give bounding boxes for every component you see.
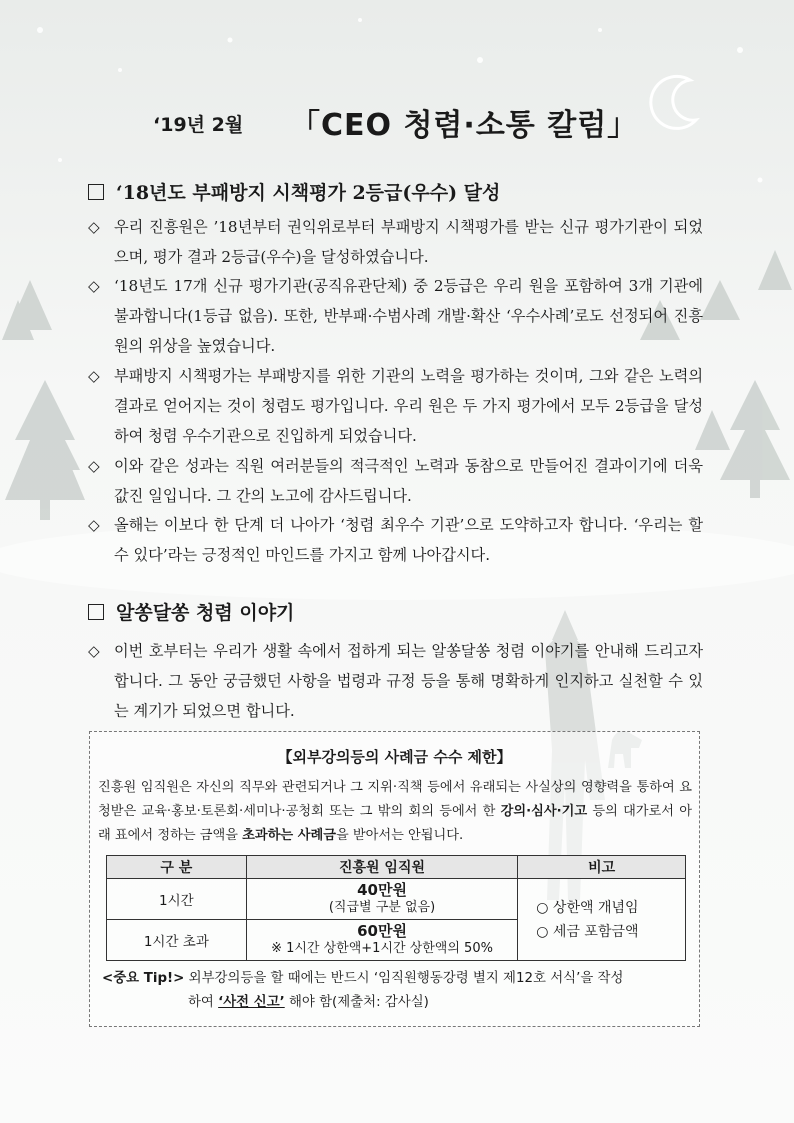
- paragraph-text: 이와 같은 성과는 직원 여러분들의 적극적인 노력과 동참으로 만들어진 결과이기에 더욱 값진 일입니다. 그 간의 노고에 감사드립니다.: [114, 457, 703, 505]
- section-heading-text: ‘18년도 부패방지 시책평가 2등급(우수) 달성: [116, 182, 501, 204]
- box-title: 【외부강의등의 사례금 수수 제한】: [277, 748, 512, 766]
- column-header: 비고: [518, 856, 686, 879]
- remark-cell: [518, 879, 686, 961]
- paragraph-text: 부패방지 시책평가는 부패방지를 위한 기관의 노력을 평가하는 것이며, 그와 같은 노력의 결과로 얻어지는 것이 청렴도 평가입니다. 우리 원은 두 가지 평가에서 모두 2등급을 달성하여 청렴 우수기관으로 진입하게 되었습니다.: [114, 367, 703, 445]
- diamond-bullet-icon: ◇: [88, 457, 100, 475]
- body-text: 진흥원 임직원은 자신의 직무와 관련되거나 그 지위·직책 등에서 유래되는 사실상의 영향력을 통하여 요청받은 교육·홍보·토론회·세미나·공청회 또는 그 밖의 회의 등에서 한: [98, 780, 692, 819]
- amount-cell: [246, 879, 518, 920]
- section-heading-integrity-story: [88, 598, 294, 625]
- page-title: 「CEO 청렴·소통 칼럼」: [290, 108, 639, 143]
- row-label: 1시간: [107, 879, 247, 920]
- honorarium-limit-box: [89, 731, 700, 1027]
- diamond-bullet-icon: ◇: [88, 277, 100, 295]
- table-header-row: [107, 856, 686, 879]
- paragraph-text: 우리 진흥원은 ’18년부터 권익위로부터 부패방지 시책평가를 받는 신규 평가기관이 되었으며, 평가 결과 2등급(우수)을 달성하였습니다.: [114, 218, 703, 266]
- section-heading-text: 알쏭달쏭 청렴 이야기: [116, 602, 295, 624]
- amount-value: 60만원: [357, 922, 407, 940]
- paragraph: [88, 636, 703, 726]
- paragraph: [88, 510, 703, 570]
- tip-text: 하여: [188, 995, 219, 1010]
- body-emphasis: 초과하는 사례금: [242, 828, 336, 843]
- row-label: 1시간 초과: [107, 920, 247, 961]
- amount-cell: [246, 920, 518, 961]
- paragraph: [88, 451, 703, 511]
- remark-item: ○ 세금 포함금액: [536, 923, 639, 940]
- paragraph-text: 이번 호부터는 우리가 생활 속에서 접하게 되는 알쏭달쏭 청렴 이야기를 안내해 드리고자 합니다. 그 동안 궁금했던 사항을 법령과 규정 등을 통해 명확하게 인지하고 실천할 수 있는 계기가 되었으면 합니다.: [114, 642, 703, 720]
- diamond-bullet-icon: ◇: [88, 642, 100, 660]
- remark-item: ○ 상한액 개념임: [536, 899, 639, 916]
- column-header: 진흥원 임직원: [246, 856, 518, 879]
- important-tip: [102, 967, 692, 1015]
- diamond-bullet-icon: ◇: [88, 367, 100, 385]
- paragraph-text: 올해는 이보다 한 단계 더 나아가 ‘청렴 최우수 기관’으로 도약하고자 합니다. ‘우리는 할 수 있다’라는 긍정적인 마인드를 가지고 함께 나아갑시다.: [114, 516, 703, 564]
- page-header: [0, 100, 794, 150]
- body-text: 등의 대가로서 아래 표에서 정하는 금액을: [98, 804, 692, 843]
- section-heading-policy-evaluation: [88, 178, 500, 205]
- amount-note: (직급별 구분 없음): [328, 900, 436, 915]
- tip-text-line2: [102, 991, 692, 1015]
- body-emphasis: 강의·심사·기고: [500, 804, 588, 819]
- column-header: 구 분: [107, 856, 247, 879]
- issue-date: ‘19년 2월: [153, 114, 244, 136]
- amount-value: 40만원: [357, 881, 407, 899]
- checkbox-square-icon: [88, 184, 104, 200]
- paragraph: [88, 361, 703, 451]
- tip-label: <중요 Tip!>: [102, 971, 185, 986]
- tip-text: 해야 함(제출처: 감사실): [284, 995, 429, 1010]
- paragraph: [88, 212, 703, 272]
- honorarium-table: [106, 855, 686, 961]
- paragraph: [88, 271, 703, 361]
- body-text: 을 받아서는 안됩니다.: [335, 828, 464, 843]
- checkbox-square-icon: [88, 604, 104, 620]
- table-row: [107, 879, 686, 920]
- diamond-bullet-icon: ◇: [88, 516, 100, 534]
- diamond-bullet-icon: ◇: [88, 218, 100, 236]
- tip-emphasis: ‘사전 신고’: [218, 995, 285, 1010]
- amount-note: ※ 1시간 상한액+1시간 상한액의 50%: [271, 941, 493, 956]
- box-body: [98, 776, 692, 848]
- tip-text: 외부강의등을 할 때에는 반드시 ‘임직원행동강령 별지 제12호 서식’을 작성: [188, 971, 624, 986]
- paragraph-text: ‘18년도 17개 신규 평가기관(공직유관단체) 중 2등급은 우리 원을 포함하여 3개 기관에 불과합니다(1등급 없음). 또한, 반부패·수범사례 개발·확산 ‘우수사례’로도 선정되어 진흥원의 위상을 높였습니다.: [114, 277, 703, 355]
